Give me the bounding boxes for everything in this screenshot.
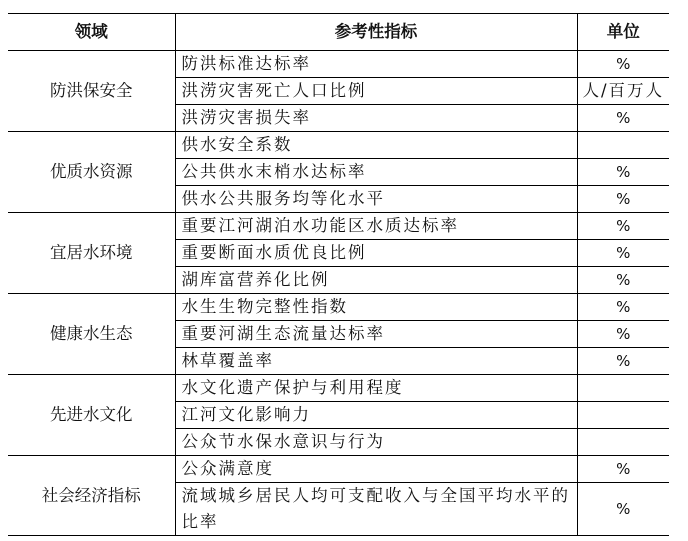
domain-cell: 健康水生态 (8, 294, 175, 375)
indicator-cell: 流域城乡居民人均可支配收入与全国平均水平的比率 (175, 483, 577, 536)
indicator-cell: 湖库富营养化比例 (175, 267, 577, 294)
domain-cell: 宜居水环境 (8, 213, 175, 294)
unit-cell (577, 429, 669, 456)
header-indicator: 参考性指标 (175, 14, 577, 51)
indicator-cell: 洪涝灾害损失率 (175, 105, 577, 132)
indicator-cell: 重要河湖生态流量达标率 (175, 321, 577, 348)
unit-cell: % (577, 267, 669, 294)
unit-cell: % (577, 186, 669, 213)
indicator-cell: 水生生物完整性指数 (175, 294, 577, 321)
indicator-cell: 重要断面水质优良比例 (175, 240, 577, 267)
unit-cell (577, 132, 669, 159)
unit-cell (577, 375, 669, 402)
domain-cell: 防洪保安全 (8, 51, 175, 132)
unit-cell: % (577, 105, 669, 132)
unit-cell: % (577, 483, 669, 536)
unit-cell: % (577, 294, 669, 321)
header-domain: 领域 (8, 14, 175, 51)
unit-cell: % (577, 213, 669, 240)
indicator-cell: 洪涝灾害死亡人口比例 (175, 78, 577, 105)
unit-cell: % (577, 348, 669, 375)
unit-cell: % (577, 159, 669, 186)
table-row (8, 51, 669, 78)
unit-cell: % (577, 51, 669, 78)
table-row (8, 213, 669, 240)
indicator-cell: 供水公共服务均等化水平 (175, 186, 577, 213)
unit-cell: % (577, 240, 669, 267)
header-unit: 单位 (577, 14, 669, 51)
unit-cell: 人/百万人 (577, 78, 669, 105)
indicator-cell: 水文化遗产保护与利用程度 (175, 375, 577, 402)
indicator-table (8, 13, 669, 536)
unit-cell: % (577, 321, 669, 348)
table-row (8, 294, 669, 321)
table-row (8, 375, 669, 402)
indicator-cell: 公众节水保水意识与行为 (175, 429, 577, 456)
unit-cell (577, 402, 669, 429)
domain-cell: 社会经济指标 (8, 456, 175, 536)
domain-cell: 优质水资源 (8, 132, 175, 213)
table-row (8, 132, 669, 159)
indicator-cell: 公众满意度 (175, 456, 577, 483)
indicator-cell: 供水安全系数 (175, 132, 577, 159)
domain-cell: 先进水文化 (8, 375, 175, 456)
indicator-cell: 公共供水末梢水达标率 (175, 159, 577, 186)
indicator-cell: 重要江河湖泊水功能区水质达标率 (175, 213, 577, 240)
header-row (8, 14, 669, 51)
unit-cell: % (577, 456, 669, 483)
indicator-cell: 江河文化影响力 (175, 402, 577, 429)
table-row (8, 456, 669, 483)
indicator-cell: 防洪标准达标率 (175, 51, 577, 78)
indicator-cell: 林草覆盖率 (175, 348, 577, 375)
